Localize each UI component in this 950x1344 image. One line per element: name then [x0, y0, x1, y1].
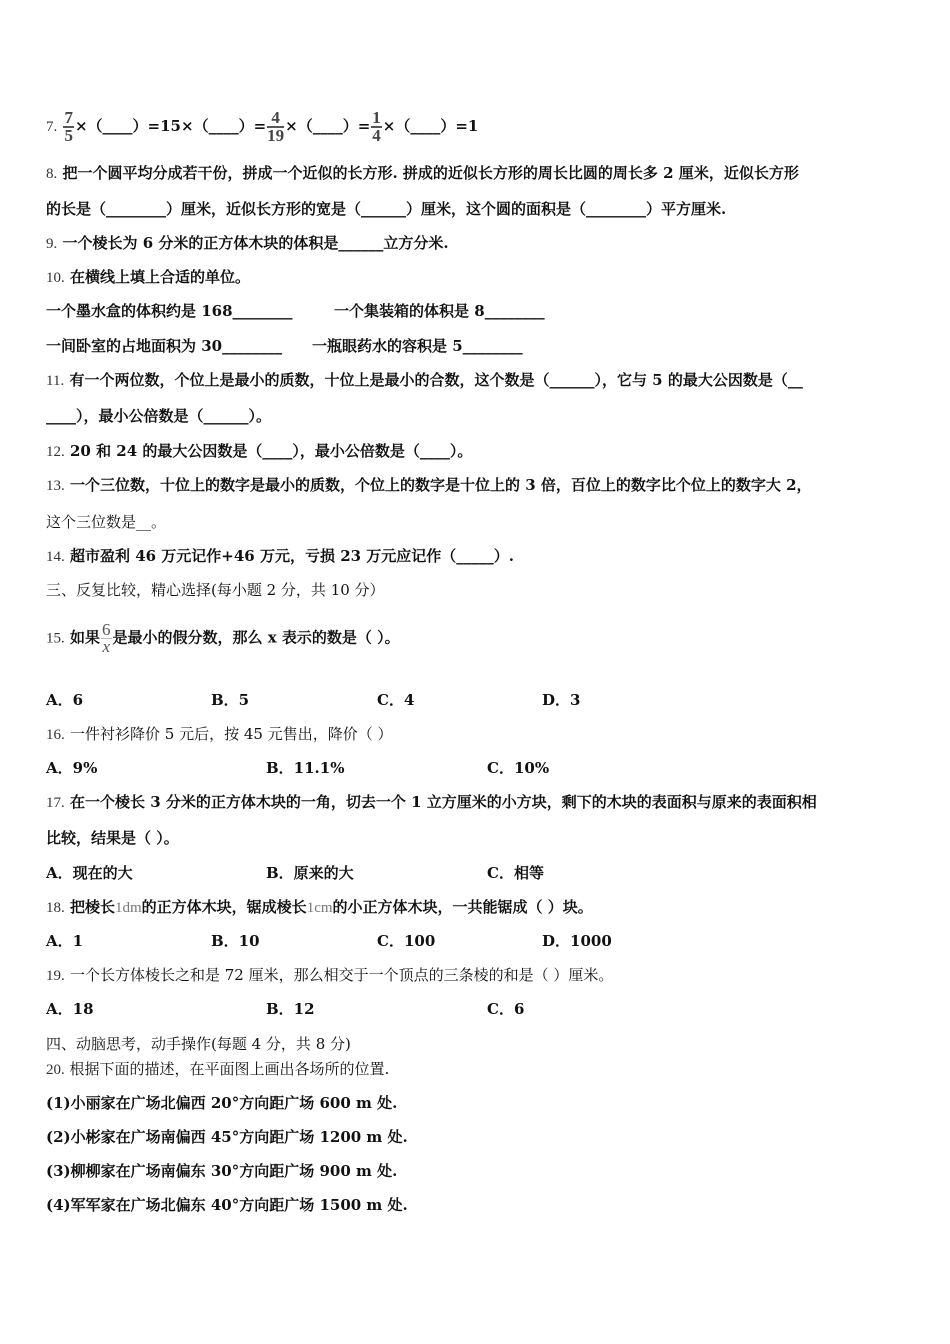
- question-text: 根据下面的描述，在平面图上画出各场所的位置.: [69, 1060, 390, 1078]
- fraction-7-5: $\frac{7}{5}$: [64, 108, 73, 145]
- unit-cm: 1cm: [306, 900, 333, 916]
- unit-dm: 1dm: [115, 900, 142, 916]
- q19-option-c[interactable]: C．6: [487, 1000, 525, 1018]
- q10-item-3: 一间卧室的占地面积为 30________: [46, 337, 283, 355]
- question-text: 20 和 24 的最大公因数是（____），最小公倍数是（____）。: [69, 442, 473, 460]
- question-number: 14.: [46, 549, 65, 565]
- question-number: 7.: [46, 119, 58, 135]
- question-number: 9.: [46, 236, 58, 252]
- question-number: 18.: [46, 900, 65, 916]
- q15-option-c[interactable]: C．4: [377, 691, 415, 709]
- section-3-heading: 三、反复比较，精心选择(每小题 2 分，共 10 分）: [46, 581, 385, 599]
- question-9: [46, 233, 449, 254]
- question-number: 12.: [46, 444, 65, 460]
- fraction-6-over-x: $\frac{6}{x}$: [102, 620, 111, 656]
- question-number: 19.: [46, 968, 65, 984]
- question-18: [46, 897, 593, 918]
- question-16: [46, 724, 392, 745]
- question-8: [46, 163, 799, 184]
- question-number: 17.: [46, 795, 65, 811]
- question-text-part2: 的正方体木块，锯成棱长: [141, 898, 307, 916]
- question-8-line2: 的长是（________）厘米，近似长方形的宽是（______）厘米，这个圆的面积是（________）平方厘米.: [46, 200, 727, 218]
- q17-option-c[interactable]: C．相等: [487, 864, 544, 882]
- q20-item-2: (2)小彬家在广场南偏西 45°方向距广场 1200 m 处.: [46, 1128, 408, 1146]
- q15-option-d[interactable]: D．3: [542, 691, 581, 709]
- question-number: 11.: [46, 373, 65, 389]
- question-15: [46, 622, 400, 655]
- question-11: [46, 370, 803, 391]
- question-text: 一个长方体棱长之和是 72 厘米，那么相交于一个顶点的三条棱的和是（ ）厘米。: [69, 966, 614, 984]
- q15-option-a[interactable]: A．6: [46, 691, 84, 709]
- question-number: 16.: [46, 727, 65, 743]
- q16-option-c[interactable]: C．10%: [487, 759, 550, 777]
- question-text: 一个棱长为 6 分米的正方体木块的体积是______立方分米.: [62, 234, 449, 252]
- question-text: 一件衬衫降价 5 元后，按 45 元售出，降价（ ）: [69, 725, 393, 743]
- question-text-prefix: 如果: [69, 628, 100, 647]
- fraction-1-4: $\frac{1}{4}$: [372, 108, 381, 145]
- q18-option-b[interactable]: B．10: [211, 932, 260, 950]
- q10-item-1: 一个墨水盒的体积约是 168________: [46, 302, 293, 320]
- question-17-line2: 比较，结果是（ ）。: [46, 829, 179, 847]
- fraction-4-19: $\frac{4}{19}$: [267, 108, 285, 145]
- q7-part1: ×（____）=15×（____）=: [74, 117, 267, 135]
- q18-option-d[interactable]: D．1000: [542, 932, 612, 950]
- question-number: 10.: [46, 270, 65, 286]
- q17-option-a[interactable]: A．现在的大: [46, 864, 133, 882]
- q7-part3: ×（____）=1: [382, 117, 479, 135]
- question-12: [46, 441, 472, 462]
- question-11-line2: ____），最小公倍数是（______）。: [46, 407, 272, 425]
- question-text: 一个三位数，十位上的数字是最小的质数，个位上的数字是十位上的 3 倍，百位上的数字比个位上的数字大 2，: [69, 476, 812, 494]
- question-19: [46, 965, 613, 986]
- question-text: 在横线上填上合适的单位。: [69, 268, 250, 286]
- q18-option-a[interactable]: A．1: [46, 932, 84, 950]
- q7-part2: ×（____）=: [285, 117, 371, 135]
- question-text: 超市盈利 46 万元记作+46 万元，亏损 23 万元应记作（_____）.: [69, 547, 515, 565]
- question-text: 在一个棱长 3 分米的正方体木块的一角，切去一个 1 立方厘米的小方块，剩下的木块的表面积与原来的表面积相: [69, 793, 817, 811]
- question-7: [46, 110, 478, 144]
- question-20: [46, 1059, 389, 1080]
- question-17: [46, 792, 817, 813]
- question-text: 有一个两位数，个位上是最小的质数，十位上是最小的合数，这个数是（______），它与 5 的最大公因数是（__: [69, 371, 803, 389]
- q20-item-3: (3)柳柳家在广场南偏东 30°方向距广场 900 m 处.: [46, 1162, 398, 1180]
- question-number: 20.: [46, 1062, 65, 1078]
- question-text-suffix: 是最小的假分数，那么 x 表示的数是（ ）。: [112, 628, 400, 647]
- question-10: [46, 267, 250, 288]
- q15-option-b[interactable]: B．5: [211, 691, 250, 709]
- q18-option-c[interactable]: C．100: [377, 932, 436, 950]
- question-13: [46, 475, 812, 496]
- question-text-part1: 把棱长: [69, 898, 115, 916]
- question-13-line2: 这个三位数是__。: [46, 513, 167, 531]
- question-14: [46, 546, 514, 567]
- q16-option-b[interactable]: B．11.1%: [266, 759, 345, 777]
- question-text: 把一个圆平均分成若干份，拼成一个近似的长方形. 拼成的近似长方形的周长比圆的周长多 2 厘米，近似长方形: [62, 164, 799, 182]
- q10-item-2: 一个集装箱的体积是 8________: [334, 302, 545, 320]
- question-number: 8.: [46, 166, 58, 182]
- question-text-part3: 的小正方体木块，一共能锯成（ ）块。: [332, 898, 593, 916]
- q19-option-a[interactable]: A．18: [46, 1000, 94, 1018]
- question-number: 13.: [46, 478, 65, 494]
- q20-item-1: (1)小丽家在广场北偏西 20°方向距广场 600 m 处.: [46, 1094, 398, 1112]
- q19-option-b[interactable]: B．12: [266, 1000, 315, 1018]
- q17-option-b[interactable]: B．原来的大: [266, 864, 354, 882]
- q20-item-4: (4)军军家在广场北偏东 40°方向距广场 1500 m 处.: [46, 1196, 408, 1214]
- question-number: 15.: [46, 630, 65, 647]
- q16-option-a[interactable]: A．9%: [46, 759, 98, 777]
- q10-item-4: 一瓶眼药水的容积是 5________: [312, 337, 523, 355]
- section-4-heading: 四、动脑思考，动手操作(每题 4 分，共 8 分): [46, 1035, 351, 1053]
